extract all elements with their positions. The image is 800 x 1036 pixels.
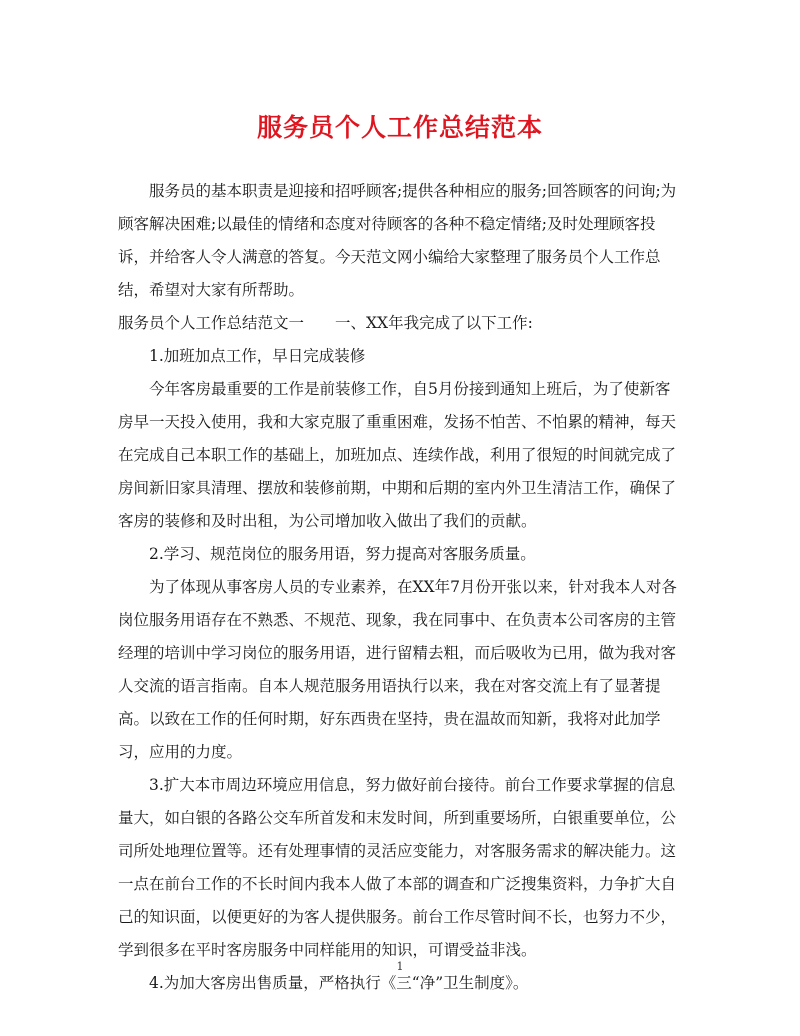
item-heading-3: 3.扩大本市周边环境应用信息，努力做好前台接待。 [149, 776, 505, 794]
page-number: 1 [396, 960, 404, 973]
item-heading-4: 4.为加大客房出售质量，严格执行《三“净”卫生制度》。 [149, 974, 529, 992]
item-paragraph-2: 为了体现从事客房人员的专业素养，在XX年7月份开张以来，针对我本人对各岗位服务用语存在不熟悉、不规范、现象，我在同事中、在负责本公司客房的主管经理的培训中学习岗位的服务用语，进行留精去粗，而后吸收为已用，做为我对客人交流的语言指南。自本人规范服务用语执行以来，我在对客交流上有了显著提高。以致在工作的任何时期，好东西贵在坚持，贵在温故而知新，我将对此加学习，应用的力度。 [118, 578, 677, 761]
item-heading-2: 2.学习、规范岗位的服务用语，努力提高对客服务质量。 [149, 545, 536, 563]
document-body [118, 175, 683, 1000]
item-heading-1: 1.加班加点工作，早日完成装修 [149, 347, 366, 365]
item-paragraph-3 [118, 769, 683, 967]
intro-paragraph: 服务员的基本职责是迎接和招呼顾客;提供各种相应的服务;回答顾客的问询;为顾客解决困难;以最佳的情绪和态度对待顾客的各种不稳定情绪;及时处理顾客投诉，并给客人令人满意的答复。今天范文网小编给大家整理了服务员个人工作总结，希望对大家有所帮助。 [118, 182, 677, 299]
section-heading: 服务员个人工作总结范文一 一、XX年我完成了以下工作: [118, 314, 533, 332]
item-text-3: 前台工作要求掌握的信息量大，如白银的各路公交车所首发和末发时间，所到重要场所，白银重要单位，公司所处地理位置等。还有处理事情的灵活应变能力，对客服务需求的解决能力。这一点在前台工作的不长时间内我本人做了本部的调查和广泛搜集资料，力争扩大自己的知识面，以便更好的为客人提供服务。前台工作尽管时间不长，也努力不少，学到很多在平时客房服务中同样能用的知识，可谓受益非浅。 [118, 776, 677, 959]
document-title: 服务员个人工作总结范本 [256, 113, 543, 142]
item-paragraph-1: 今年客房最重要的工作是前装修工作，自5月份接到通知上班后，为了使新客房早一天投入使用，我和大家克服了重重困难，发扬不怕苦、不怕累的精神，每天在完成自己本职工作的基础上，加班加点、连续作战，利用了很短的时间就完成了房间新旧家具清理、摆放和装修前期，中期和后期的室内外卫生清洁工作，确保了客房的装修和及时出租，为公司增加收入做出了我们的贡献。 [118, 380, 677, 530]
